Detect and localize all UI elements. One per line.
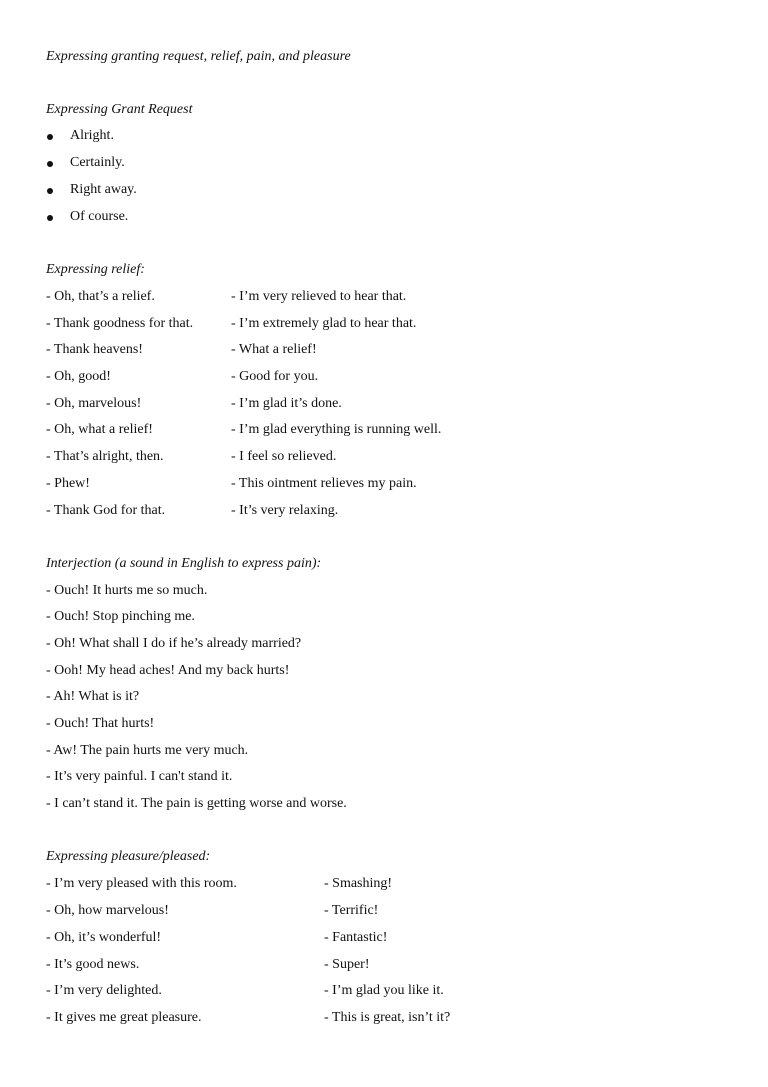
pleasure-phrase: - Terrific! bbox=[324, 903, 379, 918]
document-title: Expressing granting request, relief, pain, and pleasure bbox=[46, 49, 351, 64]
bullet-icon bbox=[47, 215, 53, 221]
list-item-text: Alright. bbox=[70, 128, 114, 143]
relief-phrase: - Oh, what a relief! bbox=[46, 422, 153, 437]
pain-phrase: - I can’t stand it. The pain is getting worse and worse. bbox=[46, 796, 347, 811]
relief-phrase: - Phew! bbox=[46, 476, 90, 491]
pain-phrase: - Ouch! That hurts! bbox=[46, 716, 155, 731]
pain-phrase: - Ooh! My head aches! And my back hurts! bbox=[46, 663, 290, 678]
relief-phrase: - That’s alright, then. bbox=[46, 449, 164, 464]
relief-phrase: - I’m glad everything is running well. bbox=[231, 422, 442, 437]
pain-heading: Interjection (a sound in English to express pain): bbox=[46, 556, 322, 571]
relief-phrase: - Oh, that’s a relief. bbox=[46, 289, 155, 304]
relief-phrase: - I feel so relieved. bbox=[231, 449, 337, 464]
relief-phrase: - I’m very relieved to hear that. bbox=[231, 289, 407, 304]
list-item-text: Of course. bbox=[70, 209, 129, 224]
relief-phrase: - This ointment relieves my pain. bbox=[231, 476, 417, 491]
relief-phrase: - I’m extremely glad to hear that. bbox=[231, 316, 417, 331]
pain-phrase: - Ouch! Stop pinching me. bbox=[46, 609, 195, 624]
pleasure-heading: Expressing pleasure/pleased: bbox=[46, 849, 211, 864]
bullet-icon bbox=[47, 188, 53, 194]
pleasure-phrase: - Oh, it’s wonderful! bbox=[46, 930, 162, 945]
pleasure-phrase: - I’m glad you like it. bbox=[324, 983, 444, 998]
relief-phrase: - It’s very relaxing. bbox=[231, 503, 339, 518]
relief-phrase: - Oh, good! bbox=[46, 369, 111, 384]
relief-phrase: - Oh, marvelous! bbox=[46, 396, 142, 411]
pain-phrase: - Ouch! It hurts me so much. bbox=[46, 583, 208, 598]
pleasure-phrase: - Smashing! bbox=[324, 876, 393, 891]
list-item-text: Right away. bbox=[70, 182, 137, 197]
relief-phrase: - Thank God for that. bbox=[46, 503, 166, 518]
relief-phrase: - What a relief! bbox=[231, 342, 317, 357]
bullet-icon bbox=[47, 134, 53, 140]
pleasure-phrase: - It’s good news. bbox=[46, 957, 140, 972]
pleasure-phrase: - This is great, isn’t it? bbox=[324, 1010, 451, 1025]
pleasure-phrase: - It gives me great pleasure. bbox=[46, 1010, 202, 1025]
pain-phrase: - Aw! The pain hurts me very much. bbox=[46, 743, 249, 758]
relief-phrase: - Thank goodness for that. bbox=[46, 316, 194, 331]
pleasure-phrase: - Super! bbox=[324, 957, 370, 972]
pleasure-phrase: - I’m very pleased with this room. bbox=[46, 876, 237, 891]
grant-request-heading: Expressing Grant Request bbox=[46, 102, 193, 117]
pain-phrase: - It’s very painful. I can't stand it. bbox=[46, 769, 233, 784]
pleasure-phrase: - Fantastic! bbox=[324, 930, 388, 945]
pain-phrase: - Ah! What is it? bbox=[46, 689, 140, 704]
relief-phrase: - Good for you. bbox=[231, 369, 319, 384]
list-item-text: Certainly. bbox=[70, 155, 125, 170]
pain-phrase: - Oh! What shall I do if he’s already married? bbox=[46, 636, 302, 651]
relief-phrase: - I’m glad it’s done. bbox=[231, 396, 342, 411]
bullet-icon bbox=[47, 161, 53, 167]
pleasure-phrase: - I’m very delighted. bbox=[46, 983, 162, 998]
pleasure-phrase: - Oh, how marvelous! bbox=[46, 903, 169, 918]
relief-phrase: - Thank heavens! bbox=[46, 342, 143, 357]
relief-heading: Expressing relief: bbox=[46, 262, 145, 277]
